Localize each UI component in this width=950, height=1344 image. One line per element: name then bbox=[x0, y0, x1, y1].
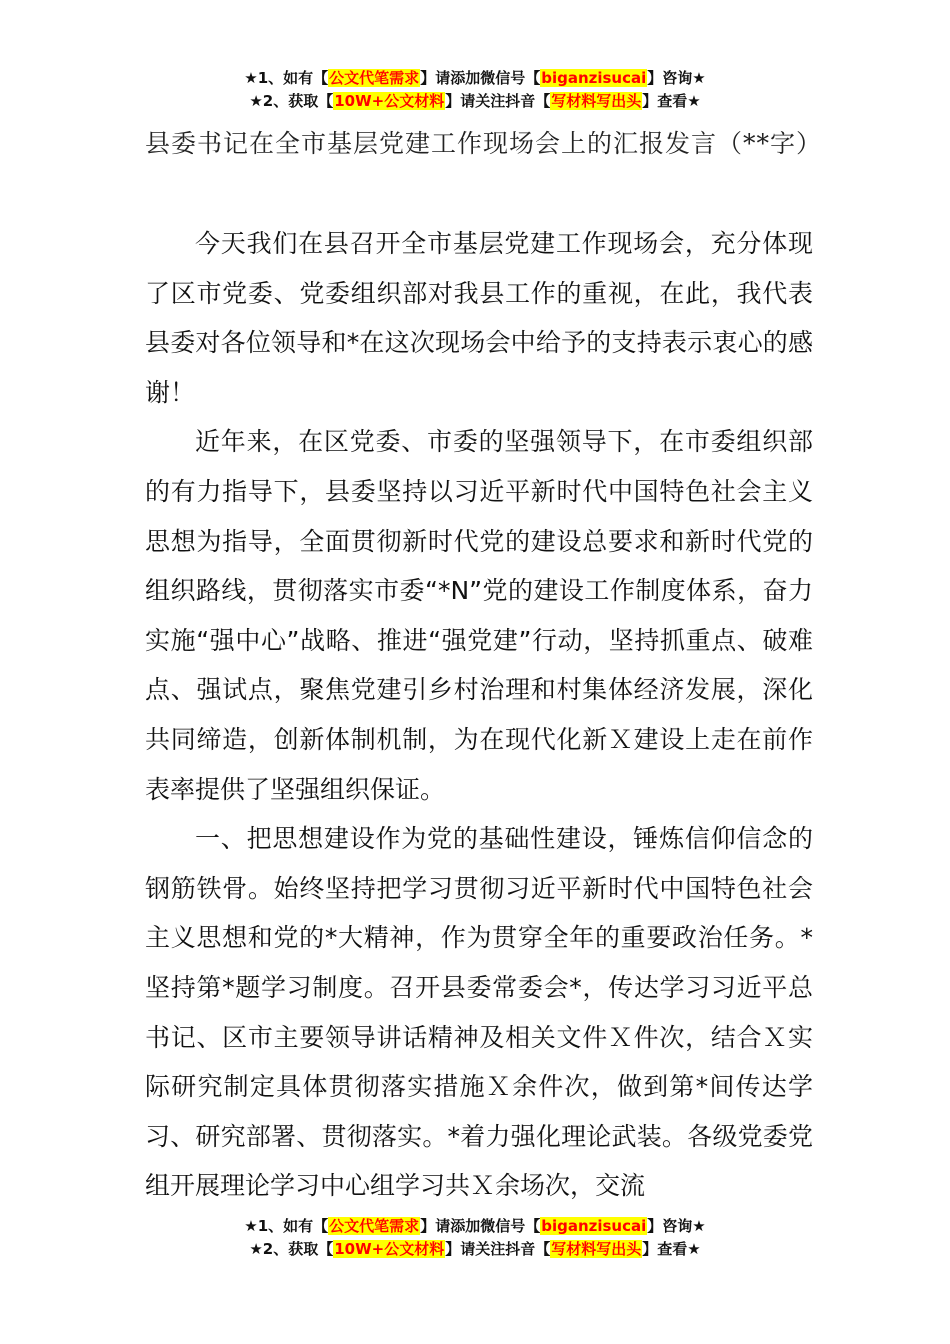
highlight-service: 公文代笔需求 bbox=[329, 1217, 420, 1235]
banner-text: 】查看★ bbox=[642, 1240, 701, 1258]
banner-text: ★2、获取【 bbox=[249, 92, 334, 110]
banner-line-1 bbox=[0, 67, 950, 90]
banner-text: ★1、如有【 bbox=[244, 69, 329, 87]
footer-banner bbox=[0, 1215, 950, 1261]
paragraph-overview: 近年来，在区党委、市委的坚强领导下，在市委组织部的有力指导下，县委坚持以习近平新时代中国特色社会主义思想为指导，全面贯彻新时代党的建设总要求和新时代党的组织路线，贯彻落实市委“*N”党的建设工作制度体系，奋力实施“强中心”战略、推进“强党建”行动，坚持抓重点、破难点、强试点，聚焦党建引乡村治理和村集体经济发展，深化共同缔造，创新体制机制，为在现代化新Ｘ建设上走在前作表率提供了坚强组织保证。 bbox=[145, 427, 813, 804]
banner-line-2 bbox=[0, 90, 950, 113]
highlight-service: 公文代笔需求 bbox=[329, 69, 420, 87]
banner-text: 】请关注抖音【 bbox=[445, 92, 551, 110]
highlight-douyin-account: 写材料写出头 bbox=[551, 92, 642, 110]
banner-text: 】咨询★ bbox=[647, 69, 706, 87]
highlight-wechat-id: biganzisucai bbox=[541, 69, 647, 87]
paragraph-intro: 今天我们在县召开全市基层党建工作现场会，充分体现了区市党委、党委组织部对我县工作的重视，在此，我代表县委对各位领导和*在这次现场会中给予的支持表示衷心的感谢！ bbox=[145, 229, 813, 407]
highlight-materials: 10W+公文材料 bbox=[334, 92, 445, 110]
banner-line-1 bbox=[0, 1215, 950, 1238]
banner-text: 】请添加微信号【 bbox=[420, 1217, 541, 1235]
highlight-wechat-id: biganzisucai bbox=[541, 1217, 647, 1235]
banner-text: 】请关注抖音【 bbox=[445, 1240, 551, 1258]
banner-text: 】查看★ bbox=[642, 92, 701, 110]
document-body bbox=[145, 219, 813, 1211]
paragraph-section-one: 一、把思想建设作为党的基础性建设，锤炼信仰信念的钢筋铁骨。始终坚持把学习贯彻习近平新时代中国特色社会主义思想和党的*大精神，作为贯穿全年的重要政治任务。*坚持第*题学习制度。召开县委常委会*，传达学习习近平总书记、区市主要领导讲话精神及相关文件Ｘ件次，结合Ｘ实际研究制定具体贯彻落实措施Ｘ余件次，做到第*间传达学习、研究部署、贯彻落实。*着力强化理论武装。各级党委党组开展理论学习中心组学习共Ｘ余场次，交流 bbox=[145, 824, 813, 1201]
banner-line-2 bbox=[0, 1238, 950, 1261]
banner-text: 】请添加微信号【 bbox=[420, 69, 541, 87]
header-banner bbox=[0, 67, 950, 113]
highlight-douyin-account: 写材料写出头 bbox=[551, 1240, 642, 1258]
document-title: 县委书记在全市基层党建工作现场会上的汇报发言（**字） bbox=[145, 129, 823, 158]
highlight-materials: 10W+公文材料 bbox=[334, 1240, 445, 1258]
banner-text: 】咨询★ bbox=[647, 1217, 706, 1235]
banner-text: ★1、如有【 bbox=[244, 1217, 329, 1235]
banner-text: ★2、获取【 bbox=[249, 1240, 334, 1258]
